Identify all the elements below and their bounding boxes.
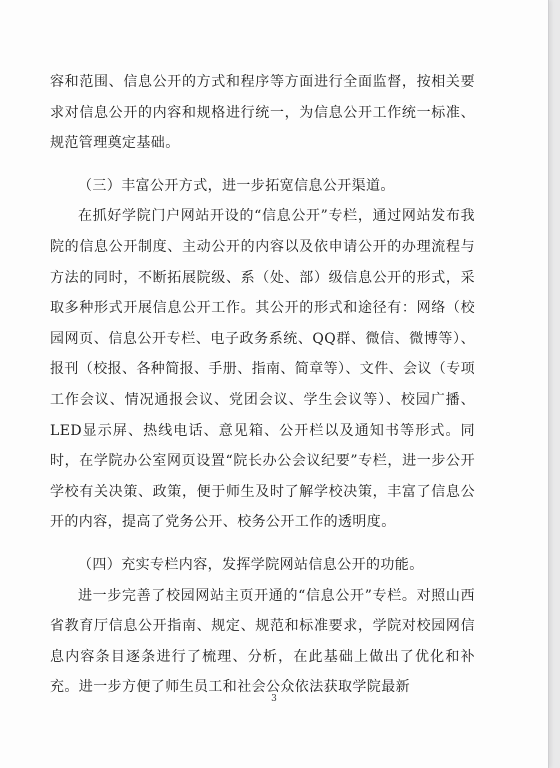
paragraph-website-column: 进一步完善了校园网站主页开通的“信息公开”专栏。对照山西省教育厅信息公开指南、规定、规范和标准要求，学院对校园网信息内容条目逐条进行了梳理、分析，在此基础上做出了优化和补充。进一步方便了师生员工和社会公众依法获取学院最新 (50, 587, 475, 696)
paragraph-gap (50, 159, 475, 165)
paragraph-publicity-channels: 在抓好学院门户网站开设的“信息公开”专栏，通过网站发布我院的信息公开制度、主动公开的内容以及依申请公开的办理流程与方法的同时，不断拓展院级、系（处、部）级信息公开的形式，采取多种形式开展信息公开工作。其公开的形式和途径有：网络（校园网页、信息公开专栏、电子政务系统、QQ群、微信、微博等）、报刊（校报、各种简报、手册、指南、简章等）、文件、会议（专项工作会议、情况通报会议、党团会议、学生会议等）、校园广播、LED显示屏、热线电话、意见箱、公开栏以及通知书等形式。同时，在学院办公室网页设置“院长办公会议纪要”专栏，进一步公开学校有关决策、政策，便于师生及时了解学校决策，丰富了信息公开的内容，提高了党务公开、校务公开工作的透明度。 (50, 208, 475, 531)
paragraph-continuation: 容和范围、信息公开的方式和程序等方面进行全面监督，按相关要求对信息公开的内容和规格进行统一，为信息公开工作统一标准、规范管理奠定基础。 (50, 74, 475, 152)
document-body (50, 67, 475, 703)
paragraph-gap (50, 538, 475, 544)
section-heading-four: （四）充实专栏内容，发挥学院网站信息公开的功能。 (78, 556, 424, 573)
page-number: 3 (271, 694, 277, 704)
page-edge (548, 0, 549, 768)
section-heading-three: （三）丰富公开方式，进一步拓宽信息公开渠道。 (78, 177, 395, 194)
